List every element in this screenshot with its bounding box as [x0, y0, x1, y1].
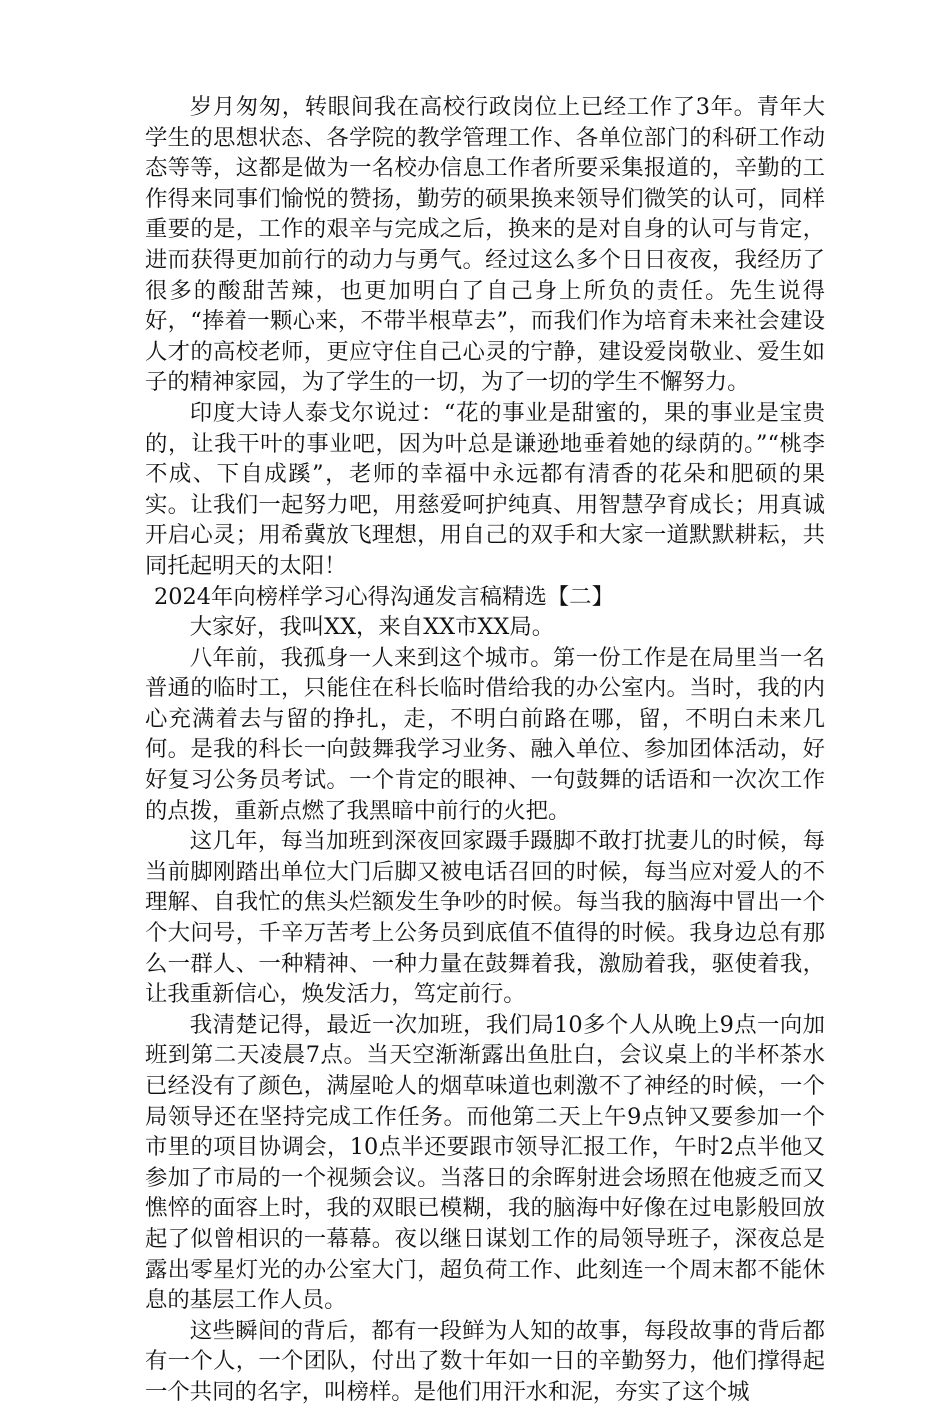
paragraph-5: 这几年，每当加班到深夜回家蹑手蹑脚不敢打扰妻儿的时候，每当前脚刚踏出单位大门后脚又被电话召回的时候，每当应对爱人的不理解、自我忙的焦头烂额发生争吵的时候。每当我的脑海中冒出一个个大问号，千辛万苦考上公务员到底值不值得的时候。我身边总有那么一群人、一种精神、一种力量在鼓舞着我，激励着我，驱使着我，让我重新信心，焕发活力，笃定前行。 — [145, 828, 825, 1008]
paragraph-2: 印度大诗人泰戈尔说过：“花的事业是甜蜜的，果的事业是宝贵的，让我干叶的事业吧，因为叶总是谦逊地垂着她的绿荫的。”“桃李不成、下自成蹊”，老师的幸福中永远都有清香的花朵和肥硕的果实。让我们一起努力吧，用慈爱呵护纯真、用智慧孕育成长；用真诚开启心灵；用希冀放飞理想，用自己的双手和大家一道默默耕耘，共同托起明天的太阳！ — [145, 399, 825, 579]
paragraph-3: 大家好，我叫XX，来自XX市XX局。 — [189, 614, 555, 641]
paragraph-4: 八年前，我孤身一人来到这个城市。第一份工作是在局里当一名普通的临时工，只能住在科长临时借给我的办公室内。当时，我的内心充满着去与留的挣扎，走，不明白前路在哪，留，不明白未来几何。是我的科长一向鼓舞我学习业务、融入单位、参加团体活动，好好复习公务员考试。一个肯定的眼神、一句鼓舞的话语和一次次工作的点拨，重新点燃了我黑暗中前行的火把。 — [145, 644, 825, 824]
paragraph-6: 我清楚记得，最近一次加班，我们局10多个人从晚上9点一向加班到第二天凌晨7点。当天空渐渐露出鱼肚白，会议桌上的半杯茶水已经没有了颜色，满屋呛人的烟草味道也刺激不了神经的时候，一个局领导还在坚持完成工作任务。而他第二天上午9点钟又要参加一个市里的项目协调会，10点半还要跟市领导汇报工作，午时2点半他又参加了市局的一个视频会议。当落日的余晖射进会场照在他疲乏而又憔悴的面容上时，我的双眼已模糊，我的脑海中好像在过电影般回放起了似曾相识的一幕幕。夜以继日谋划工作的局领导班子，深夜总是露出零星灯光的办公室大门，超负荷工作、此刻连一个周末都不能休息的基层工作人员。 — [145, 1011, 825, 1314]
document-page — [145, 92, 825, 1408]
section-heading: 2024年向榜样学习心得沟通发言稿精选【二】 — [153, 583, 614, 610]
paragraph-7: 这些瞬间的背后，都有一段鲜为人知的故事，每段故事的背后都有一个人，一个团队，付出了数十年如一日的辛勤努力，他们撑得起一个共同的名字，叫榜样。是他们用汗水和泥，夯实了这个城 — [145, 1317, 825, 1405]
paragraph-1: 岁月匆匆，转眼间我在高校行政岗位上已经工作了3年。青年大学生的思想状态、各学院的教学管理工作、各单位部门的科研工作动态等等，这都是做为一名校办信息工作者所要采集报道的，辛勤的工作得来同事们愉悦的赞扬，勤劳的硕果换来领导们微笑的认可，同样重要的是，工作的艰辛与完成之后，换来的是对自身的认可与肯定，进而获得更加前行的动力与勇气。经过这么多个日日夜夜，我经历了很多的酸甜苦辣，也更加明白了自己身上所负的责任。先生说得好，“捧着一颗心来，不带半根草去”，而我们作为培育未来社会建设人才的高校老师，更应守住自己心灵的宁静，建设爱岗敬业、爱生如子的精神家园，为了学生的一切，为了一切的学生不懈努力。 — [145, 94, 825, 396]
